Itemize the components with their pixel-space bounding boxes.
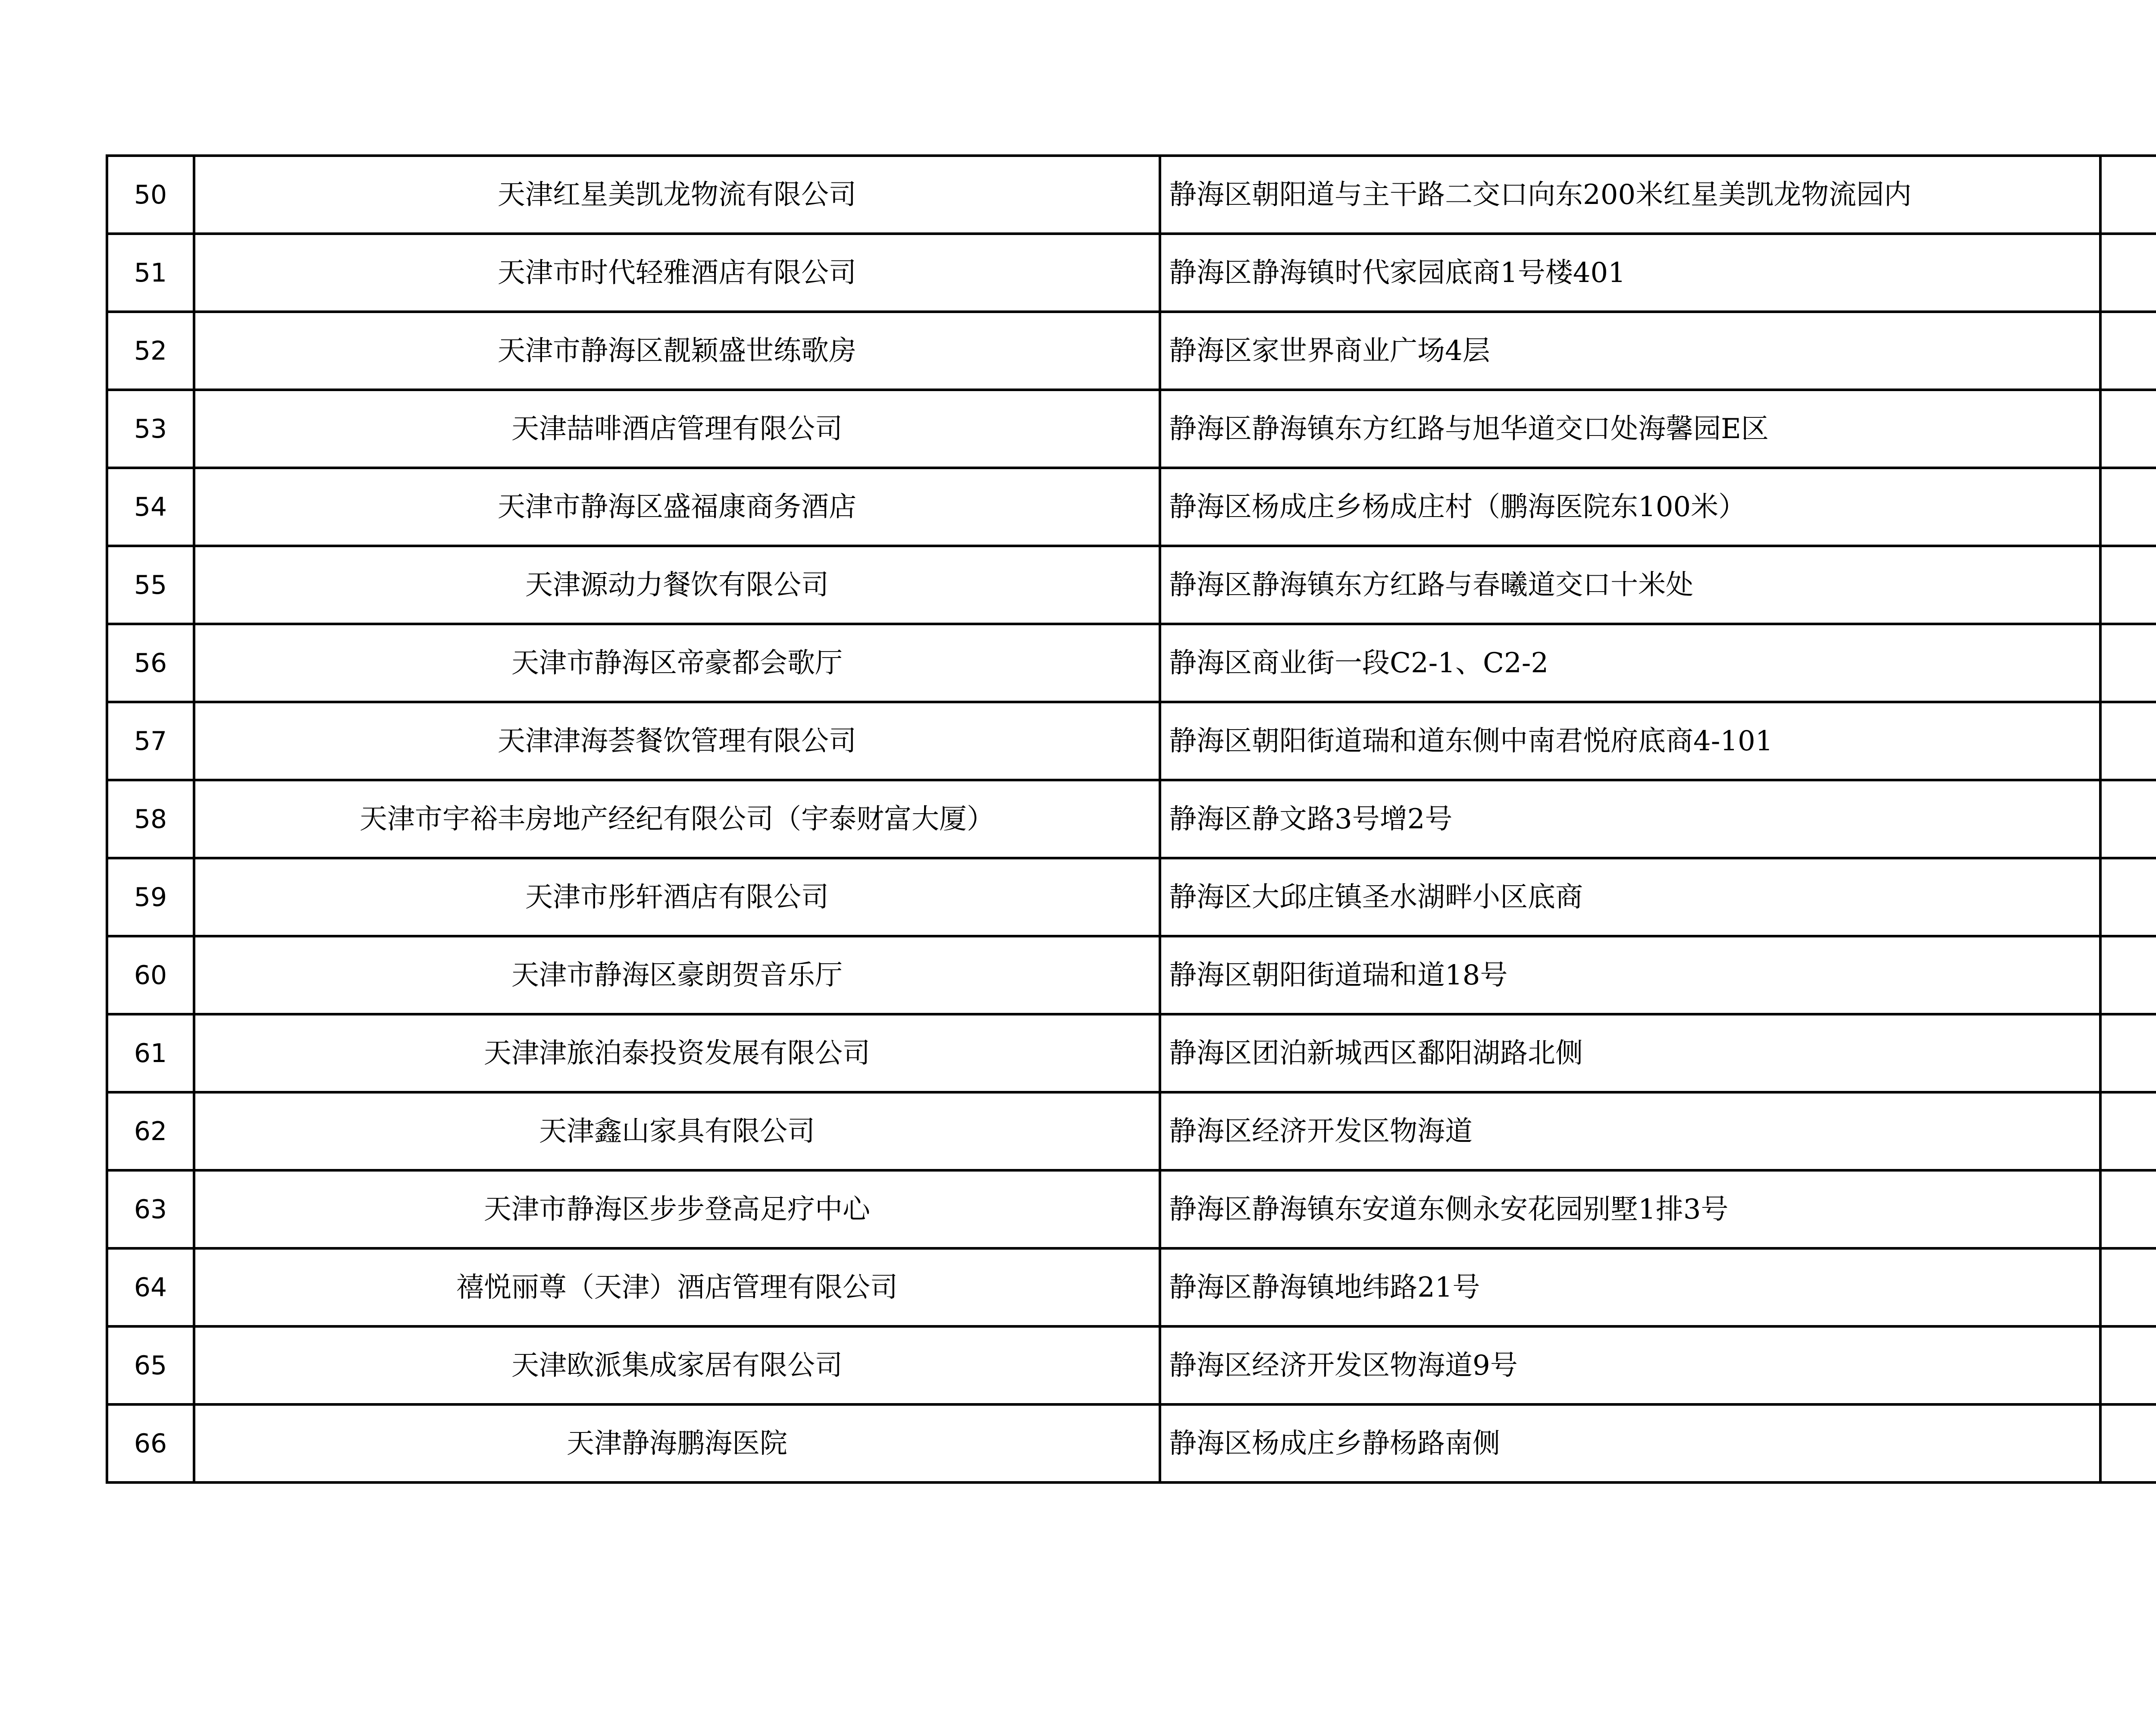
company-address: 静海区朝阳街道瑞和道东侧中南君悦府底商4-101 bbox=[1160, 702, 2100, 780]
inspection-result bbox=[2100, 156, 2156, 234]
row-number: 52 bbox=[107, 312, 194, 390]
row-number: 56 bbox=[107, 624, 194, 702]
table-body bbox=[107, 156, 2156, 1482]
inspection-result bbox=[2100, 1014, 2156, 1092]
table-row bbox=[107, 780, 2156, 858]
table-row bbox=[107, 390, 2156, 468]
row-number: 62 bbox=[107, 1092, 194, 1170]
row-number: 54 bbox=[107, 468, 194, 546]
table-row bbox=[107, 702, 2156, 780]
company-address: 静海区静海镇东方红路与春曦道交口十米处 bbox=[1160, 546, 2100, 624]
company-address: 静海区团泊新城西区鄱阳湖路北侧 bbox=[1160, 1014, 2100, 1092]
row-number: 66 bbox=[107, 1404, 194, 1482]
table-row bbox=[107, 1326, 2156, 1404]
company-name: 天津津旅泊泰投资发展有限公司 bbox=[194, 1014, 1160, 1092]
inspection-result bbox=[2100, 234, 2156, 312]
row-number: 55 bbox=[107, 546, 194, 624]
table-row bbox=[107, 234, 2156, 312]
inspection-result bbox=[2100, 1326, 2156, 1404]
table-row bbox=[107, 1092, 2156, 1170]
row-number: 50 bbox=[107, 156, 194, 234]
company-address: 静海区大邱庄镇圣水湖畔小区底商 bbox=[1160, 858, 2100, 936]
company-name: 天津静海鹏海医院 bbox=[194, 1404, 1160, 1482]
row-number: 65 bbox=[107, 1326, 194, 1404]
company-address: 静海区经济开发区物海道9号 bbox=[1160, 1326, 2100, 1404]
inspection-result bbox=[2100, 780, 2156, 858]
table-row bbox=[107, 546, 2156, 624]
company-address: 静海区静海镇东安道东侧永安花园别墅1排3号 bbox=[1160, 1170, 2100, 1248]
company-name: 天津市时代轻雅酒店有限公司 bbox=[194, 234, 1160, 312]
company-name: 天津市彤轩酒店有限公司 bbox=[194, 858, 1160, 936]
company-address: 静海区静海镇时代家园底商1号楼401 bbox=[1160, 234, 2100, 312]
row-number: 61 bbox=[107, 1014, 194, 1092]
inspection-result bbox=[2100, 312, 2156, 390]
inspection-result bbox=[2100, 1092, 2156, 1170]
table-row bbox=[107, 858, 2156, 936]
inspection-result bbox=[2100, 468, 2156, 546]
table-row bbox=[107, 468, 2156, 546]
inspection-result bbox=[2100, 858, 2156, 936]
inspection-result bbox=[2100, 390, 2156, 468]
table-row bbox=[107, 1014, 2156, 1092]
company-address: 静海区静文路3号增2号 bbox=[1160, 780, 2100, 858]
company-name: 天津喆啡酒店管理有限公司 bbox=[194, 390, 1160, 468]
company-name: 天津市静海区帝豪都会歌厅 bbox=[194, 624, 1160, 702]
company-address: 静海区商业街一段C2-1、C2-2 bbox=[1160, 624, 2100, 702]
company-name: 天津欧派集成家居有限公司 bbox=[194, 1326, 1160, 1404]
table-row bbox=[107, 1404, 2156, 1482]
company-address: 静海区静海镇地纬路21号 bbox=[1160, 1248, 2100, 1326]
inspection-result bbox=[2100, 546, 2156, 624]
company-address: 静海区朝阳街道瑞和道18号 bbox=[1160, 936, 2100, 1014]
table-row bbox=[107, 156, 2156, 234]
company-name: 天津市宇裕丰房地产经纪有限公司（宇泰财富大厦） bbox=[194, 780, 1160, 858]
inspection-result bbox=[2100, 624, 2156, 702]
company-address: 静海区杨成庄乡静杨路南侧 bbox=[1160, 1404, 2100, 1482]
table-row bbox=[107, 1248, 2156, 1326]
company-name: 禧悦丽尊（天津）酒店管理有限公司 bbox=[194, 1248, 1160, 1326]
company-name: 天津市静海区靓颖盛世练歌房 bbox=[194, 312, 1160, 390]
inspection-result bbox=[2100, 702, 2156, 780]
inspection-results-table bbox=[106, 154, 2156, 1484]
company-name: 天津鑫山家具有限公司 bbox=[194, 1092, 1160, 1170]
company-name: 天津津海荟餐饮管理有限公司 bbox=[194, 702, 1160, 780]
company-name: 天津源动力餐饮有限公司 bbox=[194, 546, 1160, 624]
inspection-result bbox=[2100, 1170, 2156, 1248]
row-number: 64 bbox=[107, 1248, 194, 1326]
company-address: 静海区朝阳道与主干路二交口向东200米红星美凯龙物流园内 bbox=[1160, 156, 2100, 234]
company-name: 天津市静海区豪朗贺音乐厅 bbox=[194, 936, 1160, 1014]
inspection-result bbox=[2100, 1248, 2156, 1326]
row-number: 57 bbox=[107, 702, 194, 780]
table-row bbox=[107, 1170, 2156, 1248]
company-name: 天津红星美凯龙物流有限公司 bbox=[194, 156, 1160, 234]
row-number: 63 bbox=[107, 1170, 194, 1248]
table-row bbox=[107, 312, 2156, 390]
company-address: 静海区杨成庄乡杨成庄村（鹏海医院东100米） bbox=[1160, 468, 2100, 546]
row-number: 60 bbox=[107, 936, 194, 1014]
company-name: 天津市静海区步步登高足疗中心 bbox=[194, 1170, 1160, 1248]
company-name: 天津市静海区盛福康商务酒店 bbox=[194, 468, 1160, 546]
row-number: 58 bbox=[107, 780, 194, 858]
inspection-results-sheet bbox=[106, 154, 2156, 1484]
row-number: 59 bbox=[107, 858, 194, 936]
company-address: 静海区静海镇东方红路与旭华道交口处海馨园E区 bbox=[1160, 390, 2100, 468]
table-row bbox=[107, 624, 2156, 702]
inspection-result bbox=[2100, 936, 2156, 1014]
company-address: 静海区经济开发区物海道 bbox=[1160, 1092, 2100, 1170]
row-number: 53 bbox=[107, 390, 194, 468]
inspection-result bbox=[2100, 1404, 2156, 1482]
company-address: 静海区家世界商业广场4层 bbox=[1160, 312, 2100, 390]
table-row bbox=[107, 936, 2156, 1014]
row-number: 51 bbox=[107, 234, 194, 312]
